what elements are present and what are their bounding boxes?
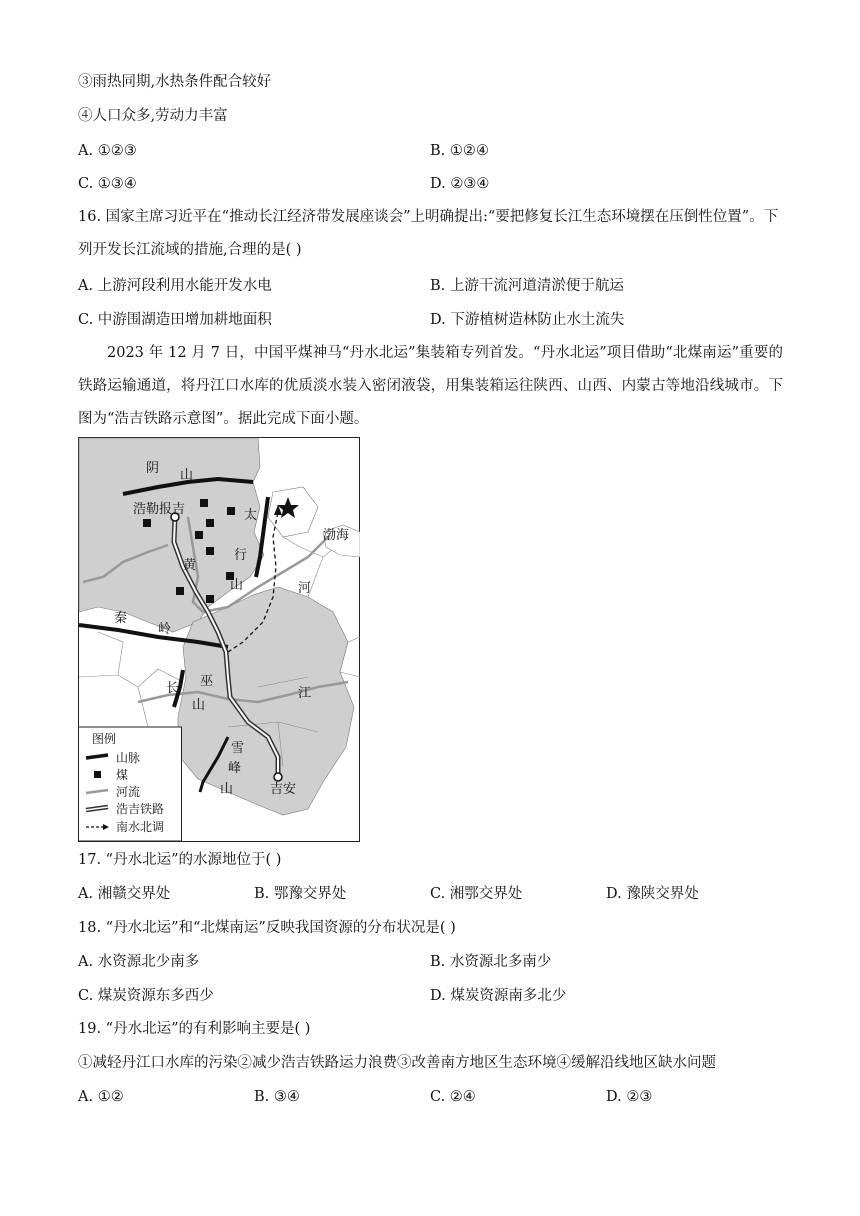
passage-text: 2023 年 12 月 7 日，中国平煤神马“丹水北运”集装箱专列首发。“丹水北运”项目借助“北煤南运”重要的铁路运输通道，将丹江口水库的优质淡水装入密闭液袋，用集装箱运往陕西、山西、内蒙古等地沿线城市。下图为“浩吉铁路示意图”。据此完成下面小题。 <box>78 345 783 427</box>
q15-item-3: ③雨热同期,水热条件配合较好 <box>78 74 272 90</box>
q16-option-c: C. 中游围湖造田增加耕地面积 <box>78 312 272 328</box>
label-jiang: 江 <box>298 686 312 701</box>
label-taihang-1: 太 <box>244 508 258 523</box>
legend-water-diversion: 南水北调 <box>116 820 165 834</box>
q16-option-d: D. 下游植树造林防止水土流失 <box>430 312 625 328</box>
label-yinshan-2: 山 <box>180 468 194 483</box>
q17-option-b: B. 鄂豫交界处 <box>254 886 347 902</box>
legend-coal: 煤 <box>116 768 129 782</box>
label-wushan-2: 山 <box>192 698 206 713</box>
q18-option-d: D. 煤炭资源南多北少 <box>430 988 567 1004</box>
label-yinshan-1: 阴 <box>146 461 160 476</box>
q16-option-a: A. 上游河段利用水能开发水电 <box>78 278 272 294</box>
label-huang: 黄 <box>183 558 197 573</box>
legend-river: 河流 <box>116 785 141 799</box>
q19-option-d: D. ②③ <box>606 1089 653 1105</box>
q19-items: ①减轻丹江口水库的污染②减少浩吉铁路运力浪费③改善南方地区生态环境④缓解沿线地区缺水问题 <box>78 1055 716 1071</box>
q19-option-a: A. ①② <box>78 1089 124 1105</box>
q15-option-c: C. ①③④ <box>78 176 137 192</box>
label-haolebaoji: 浩勒报吉 <box>133 502 186 517</box>
q17-option-a: A. 湘赣交界处 <box>78 886 171 902</box>
q16-option-b: B. 上游干流河道清淤便于航运 <box>430 278 624 294</box>
q18-stem: 18. “丹水北运”和“北煤南运”反映我国资源的分布状况是( ) <box>78 920 456 936</box>
legend-mountain: 山脉 <box>116 751 141 765</box>
q15-option-b: B. ①②④ <box>430 143 489 159</box>
label-xuefeng-2: 峰 <box>228 761 242 776</box>
label-qin: 秦 <box>114 611 128 626</box>
q19-option-c: C. ②④ <box>430 1089 476 1105</box>
label-jian: 吉安 <box>270 782 297 797</box>
legend-railway: 浩吉铁路 <box>116 802 165 816</box>
label-taihang-2: 行 <box>234 548 248 563</box>
q17-stem: 17. “丹水北运”的水源地位于( ) <box>78 852 282 868</box>
map-legend <box>79 727 182 841</box>
legend-title: 图例 <box>92 732 117 746</box>
label-xuefeng-1: 雪 <box>231 741 245 756</box>
label-wushan-1: 巫 <box>200 674 214 689</box>
q18-option-c: C. 煤炭资源东多西少 <box>78 988 214 1004</box>
q15-item-4: ④人口众多,劳动力丰富 <box>78 108 228 124</box>
q19-option-b: B. ③④ <box>254 1089 300 1105</box>
q18-option-a: A. 水资源北少南多 <box>78 954 200 970</box>
q15-option-a: A. ①②③ <box>78 143 137 159</box>
q17-option-d: D. 豫陕交界处 <box>606 886 699 902</box>
q17-option-c: C. 湘鄂交界处 <box>430 886 523 902</box>
q15-option-d: D. ②③④ <box>430 176 490 192</box>
q18-option-b: B. 水资源北多南少 <box>430 954 552 970</box>
label-xuefeng-3: 山 <box>220 782 234 797</box>
label-taihang-3: 山 <box>230 578 244 593</box>
label-he: 河 <box>298 581 312 596</box>
label-ling: 岭 <box>158 622 172 637</box>
haoji-railway-map <box>78 437 360 842</box>
q16-stem: 16. 国家主席习近平在“推动长江经济带发展座谈会”上明确提出:“要把修复长江生态环境摆在压倒性位置”。下列开发长江流域的措施,合理的是( ) <box>78 209 779 258</box>
q19-stem: 19. “丹水北运”的有利影响主要是( ) <box>78 1021 311 1037</box>
label-bohai: 渤海 <box>323 528 350 543</box>
label-chang: 长 <box>166 681 180 696</box>
